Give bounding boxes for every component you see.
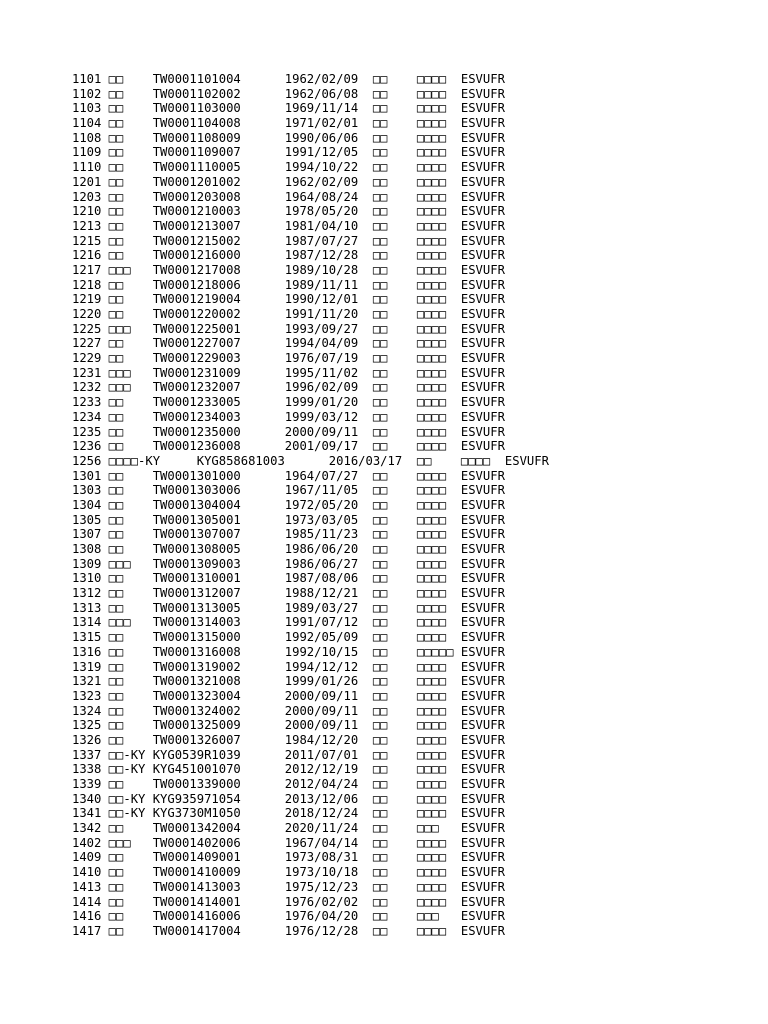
text-line: 1109 □□ TW0001109007 1991/12/05 □□ □□□□ ESVUFR bbox=[72, 145, 505, 160]
text-line: 1229 □□ TW0001229003 1976/07/19 □□ □□□□ ESVUFR bbox=[72, 351, 505, 366]
text-line: 1313 □□ TW0001313005 1989/03/27 □□ □□□□ ESVUFR bbox=[72, 600, 505, 615]
text-line: 1203 □□ TW0001203008 1964/08/24 □□ □□□□ ESVUFR bbox=[72, 189, 505, 204]
text-line: 1108 □□ TW0001108009 1990/06/06 □□ □□□□ ESVUFR bbox=[72, 130, 505, 145]
text-line: 1220 □□ TW0001220002 1991/11/20 □□ □□□□ ESVUFR bbox=[72, 307, 505, 321]
text-line: 1213 □□ TW0001213007 1981/04/10 □□ □□□□ ESVUFR bbox=[72, 218, 505, 233]
text-line: 1312 □□ TW0001312007 1988/12/21 □□ □□□□ ESVUFR bbox=[72, 586, 505, 601]
text-line: 1210 □□ TW0001210003 1978/05/20 □□ □□□□ ESVUFR bbox=[72, 204, 505, 219]
text-line: 1338 □□-KY KYG451001070 2012/12/19 □□ □□□□ ESVUFR bbox=[72, 762, 505, 777]
text-line: 1339 □□ TW0001339000 2012/04/24 □□ □□□□ ESVUFR bbox=[72, 777, 505, 791]
text-line: 1227 □□ TW0001227007 1994/04/09 □□ □□□□ ESVUFR bbox=[72, 336, 505, 351]
text-line: 1417 □□ TW0001417004 1976/12/28 □□ □□□□ ESVUFR bbox=[72, 923, 505, 938]
text-line: 1414 □□ TW0001414001 1976/02/02 □□ □□□□ ESVUFR bbox=[72, 894, 505, 909]
document-body bbox=[72, 72, 549, 939]
text-line: 1413 □□ TW0001413003 1975/12/23 □□ □□□□ ESVUFR bbox=[72, 879, 505, 894]
text-line: 1402 □□□ TW0001402006 1967/04/14 □□ □□□□ ESVUFR bbox=[72, 835, 505, 850]
text-line: 1301 □□ TW0001301000 1964/07/27 □□ □□□□ ESVUFR bbox=[72, 468, 505, 483]
text-line: 1325 □□ TW0001325009 2000/09/11 □□ □□□□ ESVUFR bbox=[72, 718, 505, 733]
text-line: 1219 □□ TW0001219004 1990/12/01 □□ □□□□ ESVUFR bbox=[72, 292, 505, 307]
text-line: 1341 □□-KY KYG3730M1050 2018/12/24 □□ □□□□ ESVUFR bbox=[72, 806, 505, 821]
text-line: 1323 □□ TW0001323004 2000/09/11 □□ □□□□ ESVUFR bbox=[72, 688, 505, 703]
text-line: 1235 □□ TW0001235000 2000/09/11 □□ □□□□ ESVUFR bbox=[72, 424, 505, 439]
text-line: 1101 □□ TW0001101004 1962/02/09 □□ □□□□ ESVUFR bbox=[72, 72, 505, 86]
text-line: 1324 □□ TW0001324002 2000/09/11 □□ □□□□ ESVUFR bbox=[72, 703, 505, 718]
text-line: 1321 □□ TW0001321008 1999/01/26 □□ □□□□ ESVUFR bbox=[72, 674, 505, 689]
text-line: 1305 □□ TW0001305001 1973/03/05 □□ □□□□ ESVUFR bbox=[72, 512, 505, 527]
text-line: 1236 □□ TW0001236008 2001/09/17 □□ □□□□ ESVUFR bbox=[72, 439, 505, 454]
text-line: 1409 □□ TW0001409001 1973/08/31 □□ □□□□ ESVUFR bbox=[72, 850, 505, 865]
text-line: 1233 □□ TW0001233005 1999/01/20 □□ □□□□ ESVUFR bbox=[72, 395, 505, 410]
text-line: 1110 □□ TW0001110005 1994/10/22 □□ □□□□ ESVUFR bbox=[72, 160, 505, 175]
text-line: 1309 □□□ TW0001309003 1986/06/27 □□ □□□□ ESVUFR bbox=[72, 556, 505, 571]
text-line: 1315 □□ TW0001315000 1992/05/09 □□ □□□□ ESVUFR bbox=[72, 630, 505, 645]
text-line: 1232 □□□ TW0001232007 1996/02/09 □□ □□□□ ESVUFR bbox=[72, 380, 505, 395]
text-line: 1217 □□□ TW0001217008 1989/10/28 □□ □□□□ ESVUFR bbox=[72, 262, 505, 277]
text-line: 1410 □□ TW0001410009 1973/10/18 □□ □□□□ ESVUFR bbox=[72, 865, 505, 880]
text-line: 1342 □□ TW0001342004 2020/11/24 □□ □□□ ESVUFR bbox=[72, 821, 505, 836]
text-line: 1234 □□ TW0001234003 1999/03/12 □□ □□□□ ESVUFR bbox=[72, 409, 505, 424]
text-line: 1231 □□□ TW0001231009 1995/11/02 □□ □□□□ ESVUFR bbox=[72, 365, 505, 380]
text-line: 1319 □□ TW0001319002 1994/12/12 □□ □□□□ ESVUFR bbox=[72, 659, 505, 674]
text-line: 1316 □□ TW0001316008 1992/10/15 □□ □□□□□ ESVUFR bbox=[72, 644, 505, 659]
text-line: 1201 □□ TW0001201002 1962/02/09 □□ □□□□ ESVUFR bbox=[72, 174, 505, 189]
text-line: 1225 □□□ TW0001225001 1993/09/27 □□ □□□□ ESVUFR bbox=[72, 321, 505, 336]
text-line: 1215 □□ TW0001215002 1987/07/27 □□ □□□□ ESVUFR bbox=[72, 233, 505, 248]
text-line: 1308 □□ TW0001308005 1986/06/20 □□ □□□□ ESVUFR bbox=[72, 542, 505, 556]
text-line: 1256 □□□□-KY KYG858681003 2016/03/17 □□ □□□□ ESVUFR bbox=[72, 453, 549, 468]
text-line: 1218 □□ TW0001218006 1989/11/11 □□ □□□□ ESVUFR bbox=[72, 277, 505, 292]
text-line: 1314 □□□ TW0001314003 1991/07/12 □□ □□□□ ESVUFR bbox=[72, 615, 505, 630]
text-line: 1307 □□ TW0001307007 1985/11/23 □□ □□□□ ESVUFR bbox=[72, 527, 505, 542]
text-line: 1340 □□-KY KYG935971054 2013/12/06 □□ □□□□ ESVUFR bbox=[72, 791, 505, 806]
text-line: 1104 □□ TW0001104008 1971/02/01 □□ □□□□ ESVUFR bbox=[72, 116, 505, 131]
text-line: 1103 □□ TW0001103000 1969/11/14 □□ □□□□ ESVUFR bbox=[72, 101, 505, 116]
text-line: 1326 □□ TW0001326007 1984/12/20 □□ □□□□ ESVUFR bbox=[72, 732, 505, 747]
text-line: 1303 □□ TW0001303006 1967/11/05 □□ □□□□ ESVUFR bbox=[72, 483, 505, 498]
text-line: 1216 □□ TW0001216000 1987/12/28 □□ □□□□ ESVUFR bbox=[72, 248, 505, 263]
text-line: 1102 □□ TW0001102002 1962/06/08 □□ □□□□ ESVUFR bbox=[72, 86, 505, 101]
text-line: 1337 □□-KY KYG0539R1039 2011/07/01 □□ □□□□ ESVUFR bbox=[72, 747, 505, 762]
text-line: 1416 □□ TW0001416006 1976/04/20 □□ □□□ ESVUFR bbox=[72, 909, 505, 924]
text-line: 1304 □□ TW0001304004 1972/05/20 □□ □□□□ ESVUFR bbox=[72, 497, 505, 512]
text-line: 1310 □□ TW0001310001 1987/08/06 □□ □□□□ ESVUFR bbox=[72, 571, 505, 586]
